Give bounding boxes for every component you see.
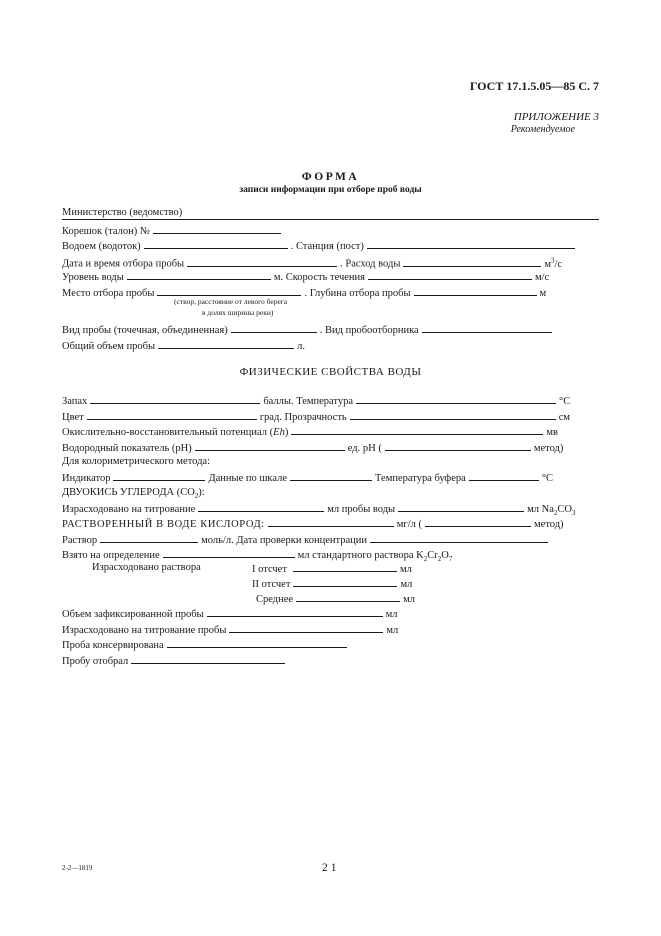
indicator-field[interactable] [113,470,205,481]
na2co3-unit: мл $Na_2CO_3$ [527,504,576,518]
average-field[interactable] [296,591,400,602]
reading2-unit: мл [400,579,413,590]
solution-label: Раствор [62,535,98,546]
scale-label: Данные по шкале [208,473,288,484]
smell-field[interactable] [90,393,260,404]
solution-row [62,532,551,547]
dichromate-unit: мл стандартного раствора $K_2Cr_2O_7$ [297,550,453,564]
titration-label: Израсходовано на титрование [62,504,196,515]
buffer-temp-field[interactable] [469,470,539,481]
flow-field[interactable] [403,256,541,267]
average-row [256,591,415,606]
smell-label: Запах [62,396,88,407]
place-note-1: (створ, расстояние от левого берега [174,297,288,306]
water-body-row [62,238,578,253]
indicator-label: Индикатор [62,473,111,484]
sampler-field[interactable] [422,322,552,333]
place-row [62,285,546,300]
preserved-field[interactable] [167,637,347,648]
preserved-row [62,637,350,652]
depth-field[interactable] [414,285,537,296]
color-unit: град. Прозрачность [259,412,347,423]
redox-row [62,424,558,439]
station-field[interactable] [367,238,575,249]
ph-unit: ед. рН ( [347,443,382,454]
appendix-label: ПРИЛОЖЕНИЕ 3 [513,111,599,123]
reading2-field[interactable] [293,576,397,587]
average-unit: мл [403,594,415,605]
color-row [62,409,570,424]
oxygen-method: метод) [534,519,564,530]
print-code: 2-2—1819 [62,864,93,872]
smell-row [62,393,570,408]
reading1-unit: мл [399,564,412,575]
depth-unit: м [539,288,547,299]
taken-label: Взято на определение [62,550,160,561]
form-title: ФОРМА [301,171,360,183]
place-field[interactable] [157,285,301,296]
fixed-volume-label: Объем зафиксированной пробы [62,609,204,620]
level-label: Уровень воды [62,272,124,283]
spent-titration-row [62,622,398,637]
level-row [62,269,549,284]
average-label: Среднее [256,594,294,605]
reading1-label: I отсчет [252,564,287,575]
color-label: Цвет [62,412,84,423]
stub-field[interactable] [153,223,281,234]
spent-titration-label: Израсходовано на титрование пробы [62,625,227,636]
flow-unit: $м^3/с$ [544,256,563,270]
station-label: . Станция (пост) [290,241,364,252]
sampled-by-label: Пробу отобрал [62,656,129,667]
redox-unit: мв [546,427,558,438]
indicator-row [62,470,553,485]
volume-unit: л. [297,341,305,352]
page-number: 21 [322,862,340,874]
gost-header: ГОСТ 17.1.5.05—85 С. 7 [469,79,599,93]
speed-field[interactable] [368,269,532,280]
spent-titration-unit: мл [386,625,399,636]
spent-titration-field[interactable] [229,622,383,633]
water-body-field[interactable] [144,238,288,249]
temperature-unit: °С [559,396,571,407]
ph-method: метод) [533,443,564,454]
transparency-field[interactable] [350,409,556,420]
fixed-volume-unit: мл [385,609,398,620]
stub-label: Корешок (талон) № [62,226,150,237]
ministry-label: Министерство (ведомство) [62,207,183,218]
type-field[interactable] [231,322,317,333]
recommended-label: Рекомендуемое [510,124,575,135]
ministry-line[interactable] [62,219,599,220]
titration-ml: мл пробы воды [327,504,396,515]
type-row [62,322,555,337]
volume-row [62,338,305,353]
reading2-label: II отсчет [252,579,291,590]
oxygen-field[interactable] [268,516,394,527]
volume-field[interactable] [158,338,294,349]
sample-volume-field[interactable] [398,501,524,512]
solution-field[interactable] [100,532,198,543]
flow-label: . Расход воды [340,258,401,270]
spent-solution-label: Израсходовано раствора [92,562,201,573]
speed-unit: м/с [534,272,550,283]
taken-field[interactable] [163,547,295,558]
temperature-field[interactable] [356,393,556,404]
ph-row [62,440,563,455]
redox-field[interactable] [291,424,543,435]
fixed-volume-field[interactable] [207,606,383,617]
form-subtitle: записи информации при отборе проб воды [239,185,422,195]
depth-label: . Глубина отбора пробы [304,288,411,299]
fixed-volume-row [62,606,398,621]
sampler-label: . Вид пробоотборника [319,325,419,336]
sampled-by-row [62,653,288,668]
smell-unit: баллы. Температура [263,396,354,407]
place-note-2: в долях ширины реки) [202,308,274,317]
reading2-row [252,576,412,591]
titration-field[interactable] [198,501,324,512]
type-label: Вид пробы (точечная, объединенная) [62,325,228,336]
sampled-by-field[interactable] [131,653,285,664]
check-date-field[interactable] [370,532,548,543]
scale-field[interactable] [290,470,372,481]
water-body-label: Водоем (водоток) [62,241,141,252]
oxygen-method-field[interactable] [425,516,531,527]
level-field[interactable] [127,269,271,280]
color-field[interactable] [87,409,257,420]
reading1-field[interactable] [293,561,397,572]
oxygen-label: РАСТВОРЕННЫЙ В ВОДЕ КИСЛОРОД: [62,519,265,530]
ph-field[interactable] [195,440,345,451]
place-label: Место отбора пробы [62,288,155,299]
stub-row [62,223,284,238]
oxygen-unit: мг/л ( [396,519,423,530]
ph-method-field[interactable] [385,440,531,451]
volume-label: Общий объем пробы [62,341,156,352]
solution-unit: моль/л. Дата проверки концентрации [201,535,367,546]
buffer-temp-label: Температура буфера [375,473,466,484]
preserved-label: Проба консервирована [62,640,164,651]
ph-label: Водородный показатель (рН) [62,443,192,454]
reading1-row [252,561,412,576]
level-unit: м. Скорость течения [273,272,365,283]
redox-label: Окислительно-восстановительный потенциал (Eh) [62,427,289,438]
datetime-field[interactable] [187,256,337,267]
physical-section-title: ФИЗИЧЕСКИЕ СВОЙСТВА ВОДЫ [239,366,422,378]
oxygen-row [62,516,564,531]
datetime-label: Дата и время отбора пробы [62,258,185,270]
transparency-unit: см [558,412,571,423]
colorimetric-label: Для колориметрического метода: [62,456,211,467]
buffer-temp-unit: °С [541,473,554,484]
co2-heading: ДВУОКИСЬ УГЛЕРОДА $(СО_2)$: [62,487,205,501]
